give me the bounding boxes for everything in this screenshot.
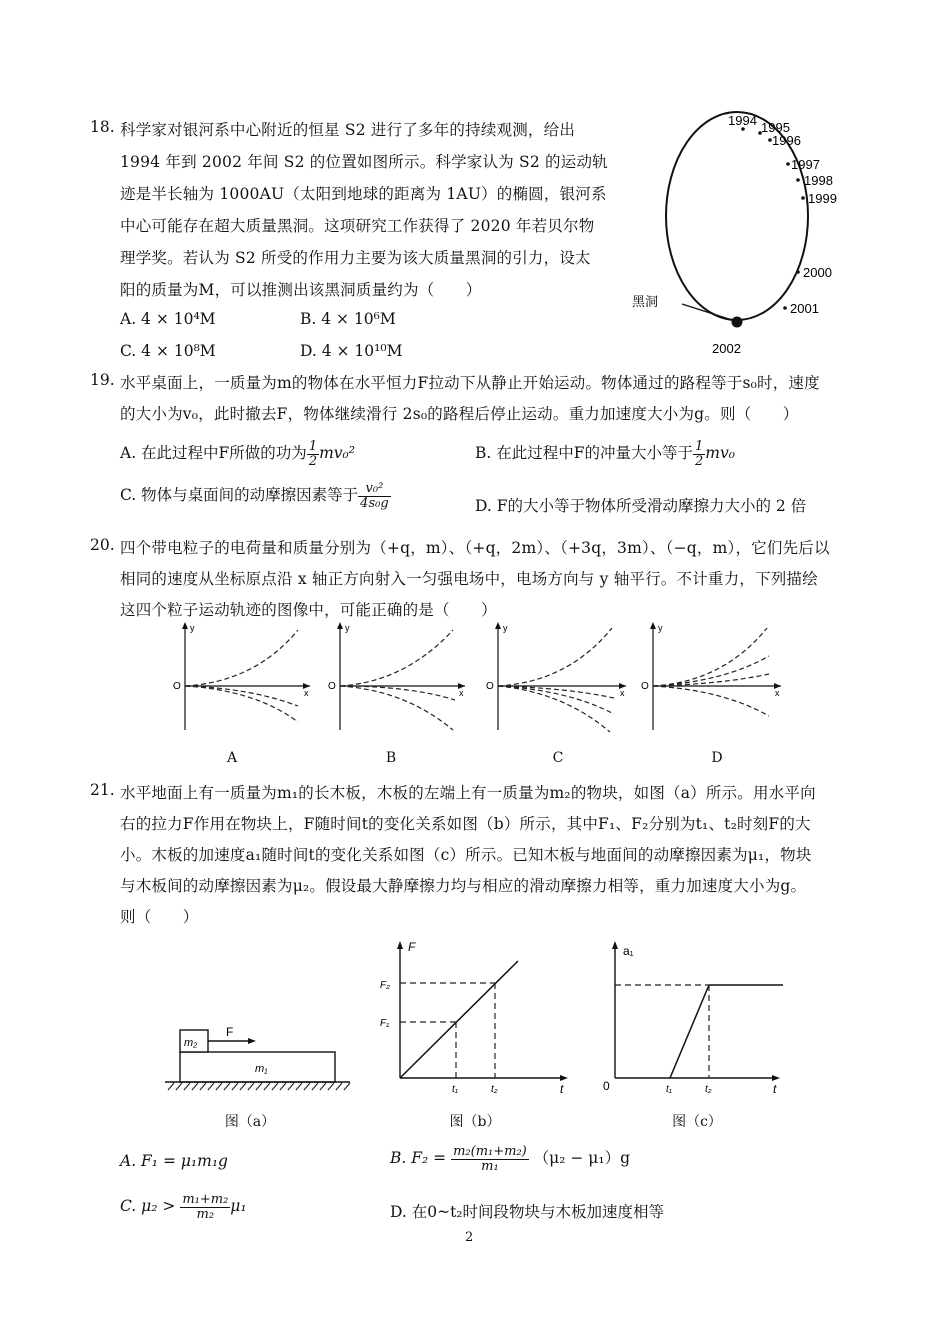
svg-text:O: O [641,681,649,692]
q21-line-1: 水平地面上有一质量为m₁的长木板，木板的左端上有一质量为m₂的物块，如图（a）所示。用水平向 [120,784,816,802]
q20-graph-a [170,618,315,738]
q18-line-3: 迹是半长轴为 1000AU（太阳到地球的距离为 1AU）的椭圆，银河系 [120,185,607,203]
svg-text:O: O [328,681,336,692]
q19-option-a [120,440,355,468]
svg-text:x: x [620,688,625,698]
q20-graph-c [478,618,628,738]
q19-option-a-text: A. 在此过程中F所做的功为 [120,444,307,463]
q21-line-5: 则（ ） [120,908,199,926]
q18-option-b: B. 4 × 10⁶M [300,310,396,328]
q21-figure-b [370,935,580,1095]
year-2002: 2002 [712,341,741,356]
q18-line-2: 1994 年到 2002 年间 S2 的位置如图所示。科学家认为 S2 的运动轨 [120,153,608,171]
fig-c-t2-label: t₂ [705,1084,712,1095]
fig-c-t1-label: t₁ [666,1084,672,1095]
svg-text:O: O [486,681,494,692]
year-1997: 1997 [791,157,820,172]
q21-option-b-fraction: $\frac{\text{m₂(m₁+m₂)}}{\text{m₁}}$ [453,1144,527,1174]
q21-fig-b-caption: 图（b） [449,1114,501,1130]
origin-label: O [173,681,181,692]
q21-option-c-fraction: $\frac{\text{m₁+m₂}}{\text{m₂}}$ [182,1192,229,1222]
q21-line-3: 小。木板的加速度a₁随时间t的变化关系如图（c）所示。已知木板与地面间的动摩擦因素为μ₁，物块 [120,846,812,864]
q20-number: 20. [90,536,115,554]
q18-line-1: 科学家对银河系中心附近的恒星 S2 进行了多年的持续观测，给出 [120,121,576,139]
q18-line-5: 理学奖。若认为 S2 所受的作用力主要为该大质量黑洞的引力，设太 [120,249,591,267]
black-hole-label: 黑洞 [632,294,659,309]
svg-text:x: x [459,688,464,698]
q19-line-2: 的大小为v₀，此时撤去F，物体继续滑行 2s₀的路程后停止运动。重力加速度大小为g。则（ ） [120,405,799,423]
q20-line-2: 相同的速度从坐标原点沿 x 轴正方向射入一匀强电场中，电场方向与 y 轴平行。不计重力，下列描绘 [120,570,818,588]
q18-option-c: C. 4 × 10⁸M [120,342,216,360]
m1-label: m₁ [255,1063,268,1075]
q18-line-6: 阳的质量为M，可以推测出该黑洞质量约为（ ） [120,281,482,299]
year-1996: 1996 [772,133,801,148]
force-label: F [226,1025,234,1039]
q18-option-a: A. 4 × 10⁴M [120,310,216,328]
fig-b-t2-label: t₂ [491,1084,498,1095]
q20-graph-d-label: D [711,750,723,766]
q20-graph-b [325,618,470,738]
q21-line-4: 与木板间的动摩擦因素为μ₂。假设最大静摩擦力均与相应的滑动摩擦力相等，重力加速度大小为g。 [120,877,807,895]
half-fraction-b: $\frac{1}{2}$ [695,439,704,469]
q21-figure-a [160,1020,360,1100]
black-hole-dot [732,317,743,328]
q18-number: 18. [90,118,115,136]
year-1998: 1998 [804,173,833,188]
year-1995: 1995 [761,120,790,135]
half-fraction: $\frac{1}{2}$ [308,439,318,469]
q19-option-c-text: C. 物体与桌面间的动摩擦因素等于 [120,486,359,505]
q21-option-b-lhs: B. F₂ = [390,1149,447,1168]
q21-option-d: D. 在0~t₂时间段物块与木板加速度相等 [390,1203,665,1221]
svg-text:x: x [775,688,780,698]
q21-option-b-rhs: （μ₂ − μ₁）g [533,1149,631,1168]
q20-graph-b-label: B [385,750,397,766]
accel-ramp [670,985,709,1078]
fig-b-x-label: t [560,1082,564,1095]
q18-line-4: 中心可能存在超大质量黑洞。这项研究工作获得了 2020 年若贝尔物 [120,217,595,235]
q20-line-1: 四个带电粒子的电荷量和质量分别为（+q，m）、（+q，2m）、（+3q，3m）、（−q，m），它们先后以 [120,539,830,557]
fig-c-x-label: t [773,1082,777,1095]
page-number: 2 [465,1230,474,1245]
svg-text:y: y [345,623,350,633]
black-hole-pointer [682,304,732,320]
q21-figure-c [595,935,795,1095]
q20-graph-c-label: C [552,750,564,766]
F2-label: F₂ [380,980,390,991]
year-2000: 2000 [803,265,832,280]
svg-text:y: y [658,623,663,633]
x-axis-label: x [304,688,309,698]
q21-line-2: 右的拉力F作用在物块上，F随时间t的变化关系如图（b）所示，其中F₁、F₂分别为t₁、t₂时刻F的大 [120,815,811,833]
q21-option-a: A. F₁ = μ₁m₁g [120,1152,228,1170]
year-2001: 2001 [790,301,819,316]
q21-fig-c-caption: 图（c） [672,1114,722,1130]
fig-c-y-label: a₁ [623,944,634,958]
y-axis-label: y [190,623,195,633]
svg-text:y: y [503,623,508,633]
q21-option-b [390,1145,630,1173]
fig-c-origin: 0 [603,1079,610,1093]
fig-b-y-label: F [408,940,416,954]
fig-b-t1-label: t₁ [452,1084,458,1095]
q21-number: 21. [90,781,115,799]
year-1994: 1994 [728,113,757,128]
q21-option-c-lhs: C. μ₂ > [120,1197,176,1216]
friction-fraction: $\frac{\text{v₀²}}{\text{4s₀g}}$ [360,481,389,511]
q20-line-3: 这四个粒子运动轨迹的图像中，可能正确的是（ ） [120,601,497,619]
q18-orbit-figure [620,108,860,358]
q19-option-b-text: B. 在此过程中F的冲量大小等于 [475,444,693,463]
q19-option-b [475,440,735,468]
q19-option-b-expr: mv₀ [705,444,735,463]
q21-option-c [120,1193,247,1221]
q19-option-c [120,482,391,510]
q21-fig-a-caption: 图（a） [224,1114,276,1130]
q19-option-d: D. F的大小等于物体所受滑动摩擦力大小的 2 倍 [475,497,807,515]
q19-number: 19. [90,371,115,389]
m2-label: m₂ [184,1037,198,1049]
F1-label: F₁ [380,1018,390,1029]
q18-option-d: D. 4 × 10¹⁰M [300,342,403,360]
q20-graph-d [635,618,785,738]
q19-option-a-expr: mv₀² [319,444,355,463]
q21-option-c-rhs: μ₁ [230,1197,247,1216]
q19-line-1: 水平桌面上，一质量为m的物体在水平恒力F拉动下从静止开始运动。物体通过的路程等于s₀时，速度 [120,374,820,392]
year-1999: 1999 [808,191,837,206]
q20-graph-a-label: A [226,750,238,766]
force-line [400,961,518,1078]
